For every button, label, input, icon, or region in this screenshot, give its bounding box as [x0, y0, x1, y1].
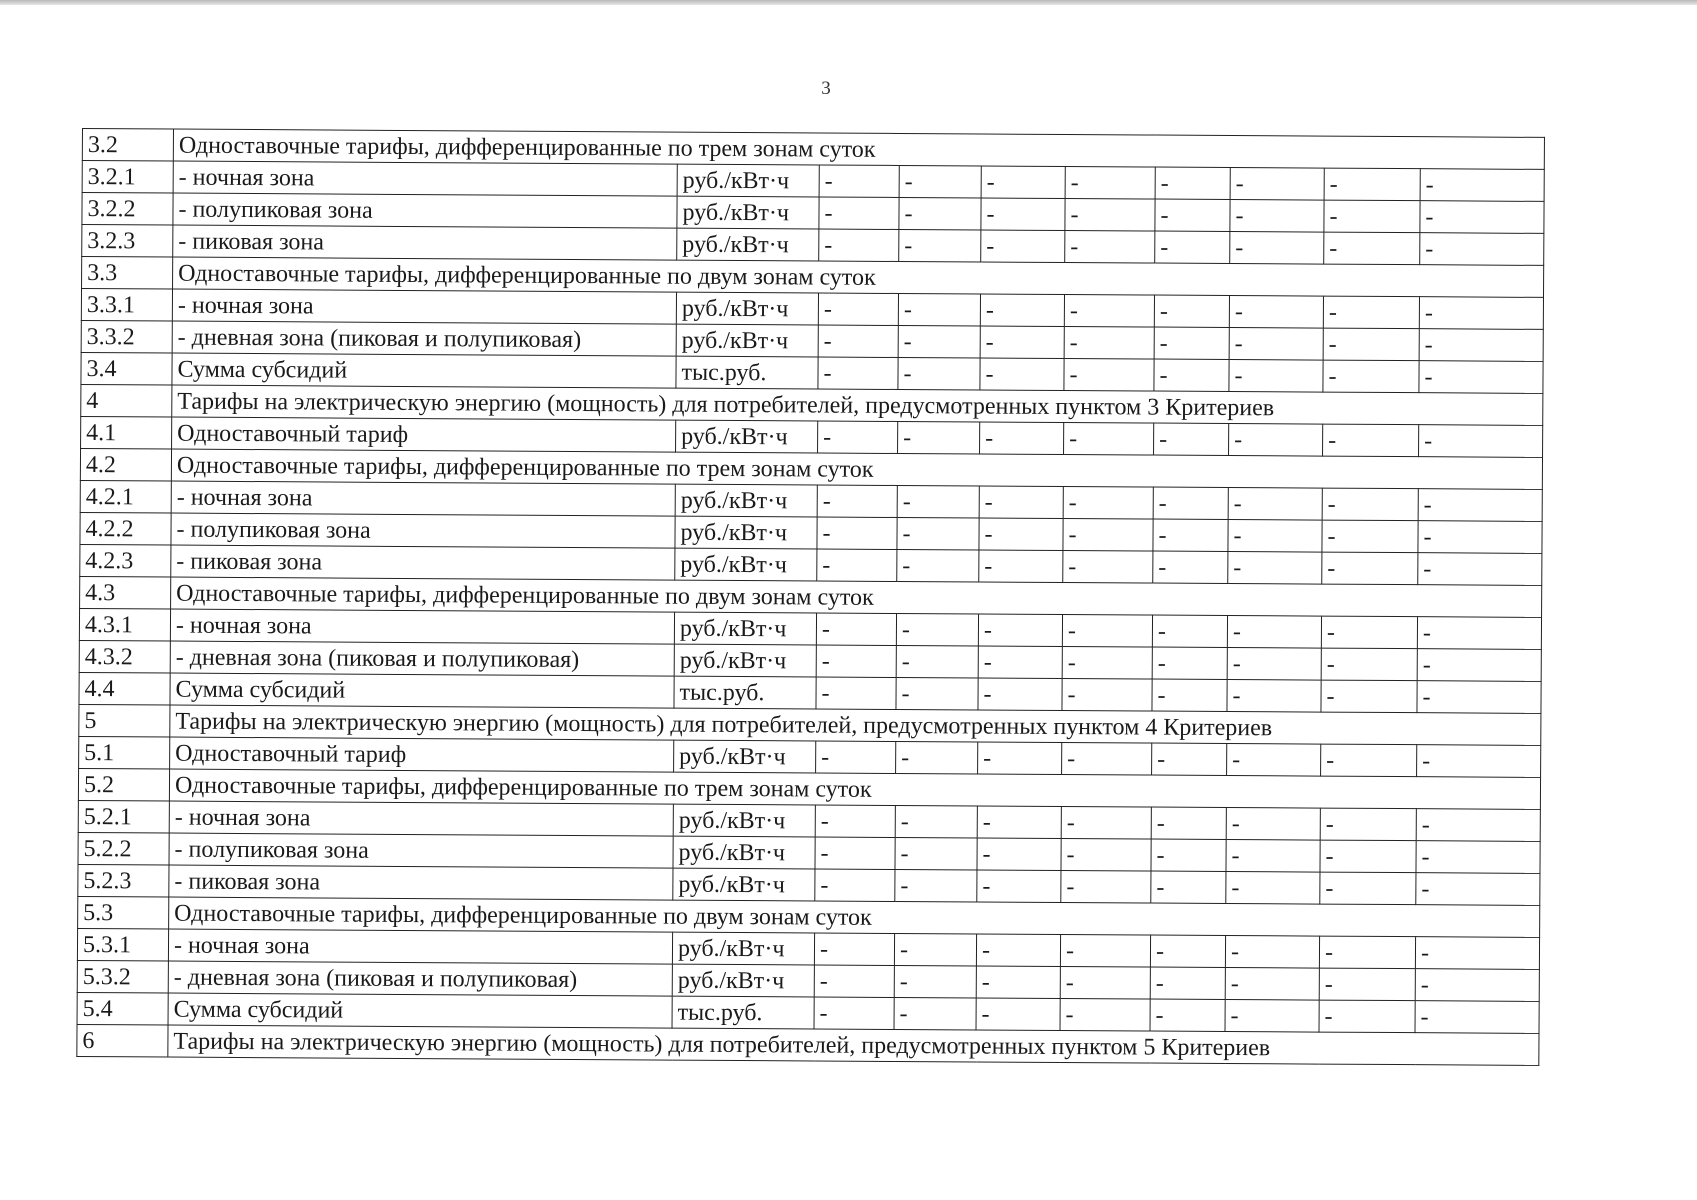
row-label: - полупиковая зона	[169, 833, 673, 868]
row-number: 4.2	[80, 448, 171, 481]
value-cell: -	[814, 997, 894, 1029]
value-cell: -	[819, 165, 899, 197]
value-cell: -	[896, 645, 978, 678]
section-title: Одноставочные тарифы, дифференцированные по двум зонам суток	[171, 577, 1542, 617]
value-cell: -	[898, 357, 980, 390]
row-number: 4.2.2	[80, 512, 171, 545]
value-cell: -	[1063, 551, 1153, 584]
value-cell: -	[977, 838, 1061, 871]
value-cell: -	[1229, 360, 1323, 393]
row-unit: руб./кВт·ч	[672, 932, 814, 965]
value-cell: -	[814, 965, 894, 997]
row-label: - ночная зона	[170, 609, 674, 644]
row-number: 5.2.1	[78, 800, 169, 833]
value-cell: -	[815, 805, 895, 837]
value-cell: -	[898, 293, 980, 326]
value-cell: -	[980, 422, 1064, 455]
row-label: - дневная зона (пиковая и полупиковая)	[172, 321, 676, 356]
row-unit: руб./кВт·ч	[674, 644, 816, 677]
value-cell: -	[815, 837, 895, 869]
value-cell: -	[818, 357, 898, 389]
value-cell: -	[1225, 936, 1319, 969]
value-cell: -	[978, 742, 1062, 775]
value-cell: -	[1228, 488, 1322, 521]
value-cell: -	[978, 646, 1062, 679]
row-number: 5.3.2	[77, 960, 168, 993]
value-cell: -	[1150, 967, 1225, 999]
value-cell: -	[980, 326, 1064, 359]
value-cell: -	[1060, 998, 1150, 1031]
row-number: 3.3.1	[81, 289, 172, 322]
value-cell: -	[894, 997, 976, 1030]
row-number: 5.3	[78, 896, 169, 929]
value-cell: -	[1150, 999, 1225, 1031]
row-label: - ночная зона	[172, 289, 676, 324]
value-cell: -	[1324, 200, 1420, 233]
row-number: 5	[79, 704, 170, 737]
section-title: Одноставочные тарифы, дифференцированные по трем зонам суток	[171, 449, 1542, 489]
value-cell: -	[1065, 167, 1155, 200]
value-cell: -	[1155, 231, 1230, 263]
value-cell: -	[978, 678, 1062, 711]
value-cell: -	[1229, 296, 1323, 329]
page-number: 3	[821, 78, 831, 99]
row-number: 3.2	[82, 129, 173, 162]
value-cell: -	[1227, 648, 1321, 681]
row-number: 4.1	[81, 416, 172, 449]
value-cell: -	[1228, 552, 1322, 585]
value-cell: -	[1321, 648, 1417, 681]
value-cell: -	[1416, 809, 1540, 842]
value-cell: -	[1420, 201, 1544, 234]
row-unit: руб./кВт·ч	[673, 804, 815, 837]
value-cell: -	[1320, 840, 1416, 873]
section-title: Одноставочные тарифы, дифференцированные по двум зонам суток	[169, 897, 1540, 937]
value-cell: -	[1065, 231, 1155, 264]
value-cell: -	[816, 645, 896, 677]
value-cell: -	[1419, 329, 1543, 362]
value-cell: -	[1065, 199, 1155, 232]
section-title: Тарифы на электрическую энергию (мощность) для потребителей, предусмотренных пунктом 5 Критериев	[168, 1025, 1539, 1065]
value-cell: -	[1153, 487, 1228, 519]
value-cell: -	[816, 677, 896, 709]
row-label: - ночная зона	[168, 929, 672, 964]
value-cell: -	[980, 294, 1064, 327]
value-cell: -	[1227, 744, 1321, 777]
row-number: 5.2.2	[78, 832, 169, 865]
value-cell: -	[1323, 424, 1419, 457]
tariff-table	[76, 128, 1545, 1066]
value-cell: -	[895, 837, 977, 870]
value-cell: -	[1154, 359, 1229, 391]
section-title: Тарифы на электрическую энергию (мощность) для потребителей, предусмотренных пунктом 3 Критериев	[172, 385, 1543, 425]
value-cell: -	[899, 165, 981, 198]
value-cell: -	[1415, 937, 1539, 970]
row-unit: руб./кВт·ч	[676, 292, 818, 325]
value-cell: -	[981, 198, 1065, 231]
value-cell: -	[1154, 327, 1229, 359]
value-cell: -	[897, 517, 979, 550]
value-cell: -	[1323, 328, 1419, 361]
row-number: 4.3.1	[79, 608, 170, 641]
value-cell: -	[1152, 679, 1227, 711]
value-cell: -	[1416, 873, 1540, 906]
row-number: 5.2	[78, 768, 169, 801]
row-label: - полупиковая зона	[173, 193, 677, 228]
value-cell: -	[818, 325, 898, 357]
row-label: - пиковая зона	[169, 865, 673, 900]
row-number: 4.3.2	[79, 640, 170, 673]
value-cell: -	[1322, 488, 1418, 521]
value-cell: -	[1064, 295, 1154, 328]
row-unit: тыс.руб.	[674, 676, 816, 709]
value-cell: -	[1230, 200, 1324, 233]
section-title: Одноставочные тарифы, дифференцированные по двум зонам суток	[173, 257, 1544, 297]
value-cell: -	[896, 677, 978, 710]
value-cell: -	[817, 517, 897, 549]
value-cell: -	[1151, 807, 1226, 839]
value-cell: -	[1062, 614, 1152, 647]
value-cell: -	[1319, 1000, 1415, 1033]
value-cell: -	[1152, 743, 1227, 775]
value-cell: -	[1420, 169, 1544, 202]
value-cell: -	[1154, 295, 1229, 327]
value-cell: -	[1225, 968, 1319, 1001]
row-unit: руб./кВт·ч	[677, 196, 819, 229]
scan-top-edge	[0, 0, 1697, 5]
row-number: 4.2.3	[80, 544, 171, 577]
section-title: Одноставочные тарифы, дифференцированные по трем зонам суток	[173, 129, 1544, 169]
value-cell: -	[1152, 647, 1227, 679]
value-cell: -	[1420, 233, 1544, 266]
value-cell: -	[897, 549, 979, 582]
row-number: 5.4	[77, 992, 168, 1025]
value-cell: -	[1228, 520, 1322, 553]
value-cell: -	[1227, 616, 1321, 649]
value-cell: -	[1419, 297, 1543, 330]
row-unit: руб./кВт·ч	[673, 836, 815, 869]
value-cell: -	[1064, 423, 1154, 456]
value-cell: -	[1226, 808, 1320, 841]
value-cell: -	[1321, 744, 1417, 777]
row-label: - ночная зона	[173, 161, 677, 196]
value-cell: -	[978, 614, 1062, 647]
value-cell: -	[1321, 680, 1417, 713]
value-cell: -	[1322, 552, 1418, 585]
value-cell: -	[977, 870, 1061, 903]
value-cell: -	[1155, 167, 1230, 199]
value-cell: -	[1064, 327, 1154, 360]
value-cell: -	[1151, 839, 1226, 871]
row-number: 3.2.2	[82, 193, 173, 226]
value-cell: -	[1320, 808, 1416, 841]
value-cell: -	[1417, 745, 1541, 778]
value-cell: -	[895, 805, 977, 838]
value-cell: -	[979, 518, 1063, 551]
value-cell: -	[1417, 649, 1541, 682]
value-cell: -	[976, 998, 1060, 1031]
row-label: - ночная зона	[171, 481, 675, 516]
value-cell: -	[1061, 870, 1151, 903]
value-cell: -	[1416, 841, 1540, 874]
value-cell: -	[1230, 232, 1324, 265]
row-number: 4.3	[80, 576, 171, 609]
row-number: 3.3.2	[81, 320, 172, 353]
row-label: - дневная зона (пиковая и полупиковая)	[170, 641, 674, 676]
row-unit: руб./кВт·ч	[676, 324, 818, 357]
value-cell: -	[895, 869, 977, 902]
row-unit: руб./кВт·ч	[677, 164, 819, 197]
row-unit: тыс.руб.	[676, 356, 818, 389]
row-unit: руб./кВт·ч	[675, 516, 817, 549]
value-cell: -	[979, 550, 1063, 583]
value-cell: -	[1063, 519, 1153, 552]
value-cell: -	[981, 230, 1065, 263]
section-title: Тарифы на электрическую энергию (мощность) для потребителей, предусмотренных пунктом 4 Критериев	[170, 705, 1541, 745]
value-cell: -	[1323, 360, 1419, 393]
value-cell: -	[1324, 168, 1420, 201]
value-cell: -	[980, 358, 1064, 391]
value-cell: -	[1323, 296, 1419, 329]
value-cell: -	[814, 933, 894, 965]
value-cell: -	[1153, 551, 1228, 583]
row-label: Сумма субсидий	[172, 353, 676, 388]
row-label: - ночная зона	[169, 801, 673, 836]
row-unit: руб./кВт·ч	[676, 420, 818, 453]
value-cell: -	[1324, 232, 1420, 265]
row-unit: тыс.руб.	[672, 996, 814, 1029]
value-cell: -	[1154, 423, 1229, 455]
row-number: 3.4	[81, 352, 172, 385]
value-cell: -	[1417, 617, 1541, 650]
value-cell: -	[899, 229, 981, 262]
value-cell: -	[1418, 489, 1542, 522]
row-label: Одноставочный тариф	[170, 737, 674, 772]
row-number: 5.1	[79, 736, 170, 769]
row-number: 6	[77, 1024, 168, 1057]
row-label: - полупиковая зона	[171, 513, 675, 548]
value-cell: -	[1229, 424, 1323, 457]
value-cell: -	[898, 421, 980, 454]
value-cell: -	[1063, 487, 1153, 520]
tariff-table-body	[77, 129, 1545, 1066]
value-cell: -	[1226, 840, 1320, 873]
value-cell: -	[894, 933, 976, 966]
row-label: - пиковая зона	[171, 545, 675, 580]
value-cell: -	[1151, 871, 1226, 903]
value-cell: -	[1227, 680, 1321, 713]
row-number: 3.2.1	[82, 161, 173, 194]
row-number: 5.3.1	[77, 928, 168, 961]
value-cell: -	[1062, 742, 1152, 775]
row-label: Сумма субсидий	[170, 673, 674, 708]
value-cell: -	[1150, 935, 1225, 967]
value-cell: -	[1415, 969, 1539, 1002]
value-cell: -	[899, 197, 981, 230]
value-cell: -	[1225, 999, 1319, 1032]
value-cell: -	[1418, 521, 1542, 554]
row-number: 4	[81, 384, 172, 417]
value-cell: -	[1322, 520, 1418, 553]
value-cell: -	[896, 741, 978, 774]
row-number: 3.3	[82, 257, 173, 290]
value-cell: -	[1153, 519, 1228, 551]
value-cell: -	[1061, 838, 1151, 871]
value-cell: -	[1415, 1001, 1539, 1034]
row-number: 4.4	[79, 672, 170, 705]
section-title: Одноставочные тарифы, дифференцированные по трем зонам суток	[169, 769, 1540, 809]
value-cell: -	[1155, 199, 1230, 231]
row-label: Сумма субсидий	[168, 993, 672, 1028]
value-cell: -	[979, 486, 1063, 519]
row-label: - пиковая зона	[173, 225, 677, 260]
row-unit: руб./кВт·ч	[674, 740, 816, 773]
value-cell: -	[898, 325, 980, 358]
value-cell: -	[981, 166, 1065, 199]
value-cell: -	[1062, 678, 1152, 711]
row-unit: руб./кВт·ч	[677, 228, 819, 261]
row-unit: руб./кВт·ч	[672, 964, 814, 997]
row-number: 5.2.3	[78, 864, 169, 897]
value-cell: -	[1320, 872, 1416, 905]
value-cell: -	[977, 806, 1061, 839]
value-cell: -	[817, 485, 897, 517]
row-number: 4.2.1	[80, 480, 171, 513]
value-cell: -	[1062, 646, 1152, 679]
value-cell: -	[1321, 616, 1417, 649]
value-cell: -	[1230, 168, 1324, 201]
row-unit: руб./кВт·ч	[674, 612, 816, 645]
value-cell: -	[976, 934, 1060, 967]
value-cell: -	[1419, 361, 1543, 394]
value-cell: -	[1226, 872, 1320, 905]
value-cell: -	[1418, 553, 1542, 586]
value-cell: -	[816, 741, 896, 773]
row-unit: руб./кВт·ч	[675, 548, 817, 581]
value-cell: -	[1319, 968, 1415, 1001]
value-cell: -	[1060, 934, 1150, 967]
value-cell: -	[897, 485, 979, 518]
value-cell: -	[815, 869, 895, 901]
value-cell: -	[1417, 681, 1541, 714]
value-cell: -	[817, 549, 897, 581]
row-unit: руб./кВт·ч	[673, 868, 815, 901]
value-cell: -	[816, 613, 896, 645]
value-cell: -	[818, 293, 898, 325]
value-cell: -	[1061, 806, 1151, 839]
value-cell: -	[818, 421, 898, 453]
value-cell: -	[1064, 359, 1154, 392]
value-cell: -	[976, 966, 1060, 999]
value-cell: -	[1152, 615, 1227, 647]
row-unit: руб./кВт·ч	[675, 484, 817, 517]
value-cell: -	[819, 229, 899, 261]
value-cell: -	[896, 613, 978, 646]
value-cell: -	[1419, 425, 1543, 458]
value-cell: -	[1229, 328, 1323, 361]
value-cell: -	[1060, 966, 1150, 999]
row-label: - дневная зона (пиковая и полупиковая)	[168, 961, 672, 996]
value-cell: -	[894, 965, 976, 998]
row-number: 3.2.3	[82, 225, 173, 258]
value-cell: -	[1319, 936, 1415, 969]
row-label: Одноставочный тариф	[172, 417, 676, 452]
value-cell: -	[819, 197, 899, 229]
